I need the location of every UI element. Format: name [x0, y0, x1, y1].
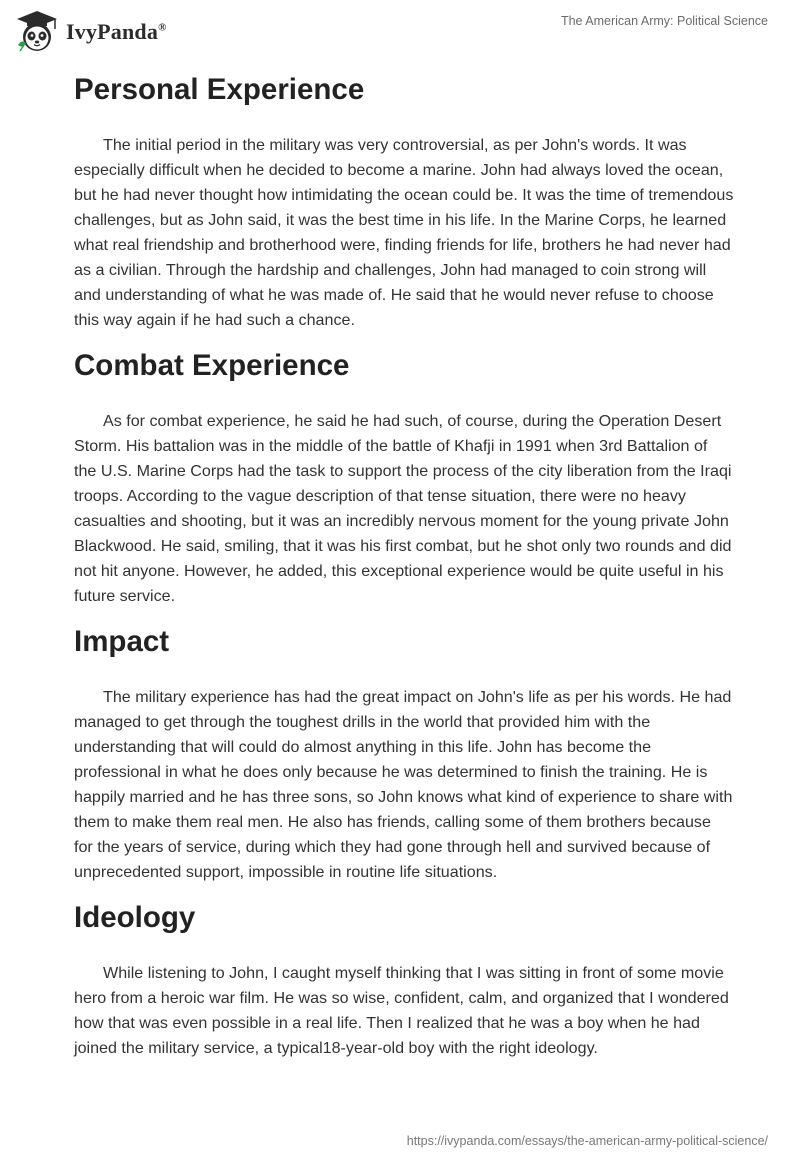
section-combat-experience — [74, 344, 734, 609]
document-title: The American Army: Political Science — [560, 14, 768, 28]
section-heading: Personal Experience — [74, 73, 365, 106]
section-paragraph: The initial period in the military was very controversial, as per John's words. It was especially difficult when he decided to become a marine. John had always loved the ocean, but he had never thought how intimidating the ocean could be. It was the time of tremendous challenges, but as John said, it was the best time in his life. In the Marine Corps, he learned what real friendship and brotherhood were, finding friends for life, brothers he had never had as a civilian. Through the hardship and challenges, John had managed to coin strong will and understanding of what he was made of. He said that he would never refuse to choose this way again if he had such a chance. — [74, 136, 734, 329]
section-impact — [74, 620, 734, 885]
essay-content — [74, 68, 734, 1061]
registered-mark: ® — [158, 21, 167, 34]
section-ideology — [74, 896, 734, 1061]
ivypanda-logo[interactable] — [14, 8, 167, 56]
section-paragraph: As for combat experience, he said he had such, of course, during the Operation Desert Storm. His battalion was in the middle of the battle of Khafji in 1991 when 3rd Battalion of the U.S. Marine Corps had the task to support the process of the city liberation from the Iraqi troops. According to the vague description of that tense situation, there were no heavy casualties and shooting, but it was an incredibly nervous moment for the young private John Blackwood. He said, smiling, that it was his first combat, but he shot only two rounds and did not hit anyone. However, he added, this exceptional experience would be quite useful in his future service. — [74, 412, 732, 605]
brand-name: IvyPanda® — [66, 19, 167, 44]
section-paragraph: While listening to John, I caught myself thinking that I was sitting in front of some movie hero from a heroic war film. He was so wise, confident, calm, and organized that I wondered how that was even possible in a real life. Then I realized that he was a boy when he had joined the military service, a typical18-year-old boy with the right ideology. — [74, 964, 729, 1057]
source-url[interactable]: https://ivypanda.com/essays/the-american-army-political-science/ — [406, 1134, 768, 1148]
section-heading: Combat Experience — [74, 349, 350, 382]
page-header — [0, 0, 800, 60]
panda-graduate-icon — [14, 9, 60, 55]
section-heading: Ideology — [74, 901, 196, 934]
section-heading: Impact — [74, 625, 170, 658]
section-paragraph: The military experience has had the great impact on John's life as per his words. He had managed to get through the toughest drills in the world that provided him with the understanding that will could do almost anything in this life. John has become the professional in what he does only because he was determined to finish the training. He is happily married and he has three sons, so John knows what kind of experience to share with them to make them real men. He also has friends, calling some of them brothers because for the years of service, during which they had gone through hell and survived because of unprecedented support, impossible in routine life situations. — [74, 688, 733, 881]
section-personal-experience — [74, 68, 734, 333]
